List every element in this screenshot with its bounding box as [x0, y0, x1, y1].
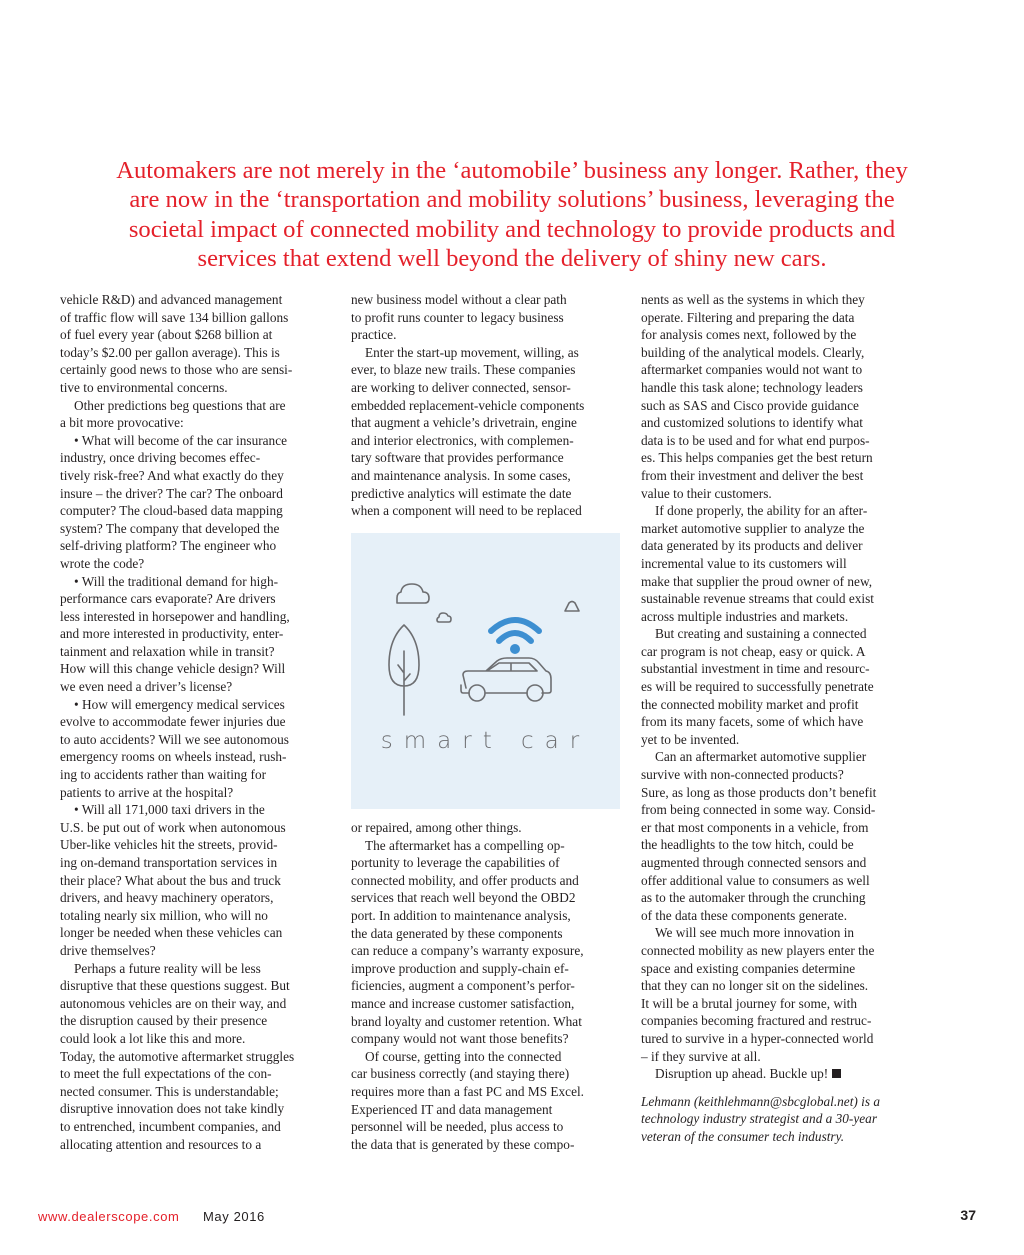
text-line: less interested in horsepower and handling, — [60, 608, 290, 624]
text-line: the connected mobility market and profit — [641, 696, 859, 712]
text-line: ficiencies, augment a component’s perfor- — [351, 978, 575, 994]
text-line: space and existing companies determine — [641, 960, 856, 976]
text-line: connected mobility as new players enter the — [641, 942, 875, 958]
text-line: improve production and supply-chain ef- — [351, 960, 569, 976]
text-line: services that reach well beyond the OBD2 — [351, 890, 576, 906]
text-line: data is to be used and for what end purpos- — [641, 432, 870, 448]
text-line: Experienced IT and data management — [351, 1101, 553, 1117]
column-3 — [641, 291, 917, 1146]
text-line: tured to survive in a hyper-connected world — [641, 1030, 874, 1046]
text-line: their place? What about the bus and truck — [60, 872, 281, 888]
text-line: tary software that provides performance — [351, 450, 564, 466]
end-mark-icon — [832, 1069, 841, 1078]
text-line: system? The company that developed the — [60, 520, 280, 536]
text-line: of the data these components generate. — [641, 907, 848, 923]
text-line: Uber-like vehicles hit the streets, provid- — [60, 837, 278, 853]
byline-line: technology industry strategist and a 30-year — [641, 1111, 877, 1127]
text-line: for analysis comes next, followed by the — [641, 327, 857, 343]
text-line: allocating attention and resources to a — [60, 1136, 262, 1152]
text-line: from being connected in some way. Consid- — [641, 802, 876, 818]
text-line: requires more than a fast PC and MS Excel. — [351, 1083, 585, 1099]
text-line: substantial investment in time and resourc- — [641, 661, 870, 677]
byline-line: Lehmann (keithlehmann@sbcglobal.net) is a — [641, 1093, 880, 1109]
text-line: and interior electronics, with complemen- — [351, 432, 574, 448]
text-line: How will this change vehicle design? Will — [60, 661, 286, 677]
text-line: car business correctly (and staying there) — [351, 1066, 570, 1082]
text-line: of traffic flow will save 134 billion gallons — [60, 309, 289, 325]
text-line: brand loyalty and customer retention. What — [351, 1013, 582, 1029]
text-line: as to the automaker through the crunching — [641, 890, 866, 906]
text-line: disruptive that these questions suggest. But — [60, 978, 290, 994]
text-line: or repaired, among other things. — [351, 820, 522, 835]
text-line: augmented through connected sensors and — [641, 855, 867, 870]
column-2-top — [351, 291, 627, 520]
text-line: longer be needed when these vehicles can — [60, 925, 283, 941]
text-line: such as SAS and Cisco provide guidance — [641, 397, 859, 413]
text-line: to meet the full expectations of the con- — [60, 1066, 272, 1082]
text-line: • What will become of the car insurance — [74, 432, 288, 448]
author-byline — [641, 1093, 917, 1146]
text-line: and maintenance analysis. In some cases, — [351, 467, 571, 483]
text-line: totaling nearly six million, who will no — [60, 907, 268, 923]
text-line: company would not want those benefits? — [351, 1031, 569, 1047]
text-line: the headlights to the tow hitch, could be — [641, 837, 854, 853]
text-line: Enter the start-up movement, willing, as — [365, 344, 579, 360]
tree-trunk — [398, 651, 410, 715]
text-line: industry, once driving becomes effec- — [60, 450, 261, 466]
smart-car-drawing — [351, 533, 620, 809]
text-line: ing on-demand transportation services in — [60, 855, 278, 870]
text-line: port. In addition to maintenance analysis, — [351, 907, 571, 923]
text-line: tively risk-free? And what exactly do they — [60, 467, 284, 483]
text-line: er that most components in a vehicle, from — [641, 819, 869, 835]
text-line: yet to be invented. — [641, 731, 740, 747]
text-line: ing to accidents rather than waiting for — [60, 767, 267, 783]
text-line: Perhaps a future reality will be less — [74, 960, 261, 976]
text-line: embedded replacement-vehicle components — [351, 397, 585, 413]
text-line: sustainable revenue streams that could exist — [641, 591, 874, 607]
text-line: Of course, getting into the connected — [365, 1048, 562, 1064]
text-line: es. This helps companies get the best return — [641, 450, 873, 466]
text-line: patients to arrive at the hospital? — [60, 784, 234, 800]
text-line: • How will emergency medical services — [74, 696, 285, 712]
text-line: of fuel every year (about $268 billion at — [60, 327, 273, 343]
text-line: Other predictions beg questions that are — [74, 397, 286, 413]
text-line: to profit runs counter to legacy business — [351, 309, 564, 325]
text-line: mance and increase customer satisfaction, — [351, 995, 575, 1011]
text-line: Can an aftermarket automotive supplier — [655, 749, 867, 765]
text-line: data generated by its products and deliver — [641, 538, 863, 554]
text-line: could look a lot like this and more. — [60, 1030, 246, 1046]
text-line: to auto accidents? Will we see autonomous — [60, 731, 289, 747]
text-line: Sure, as long as those products don’t benefit — [641, 784, 877, 800]
byline-line: veteran of the consumer tech industry. — [641, 1128, 845, 1144]
cloud-small-icon — [437, 613, 451, 622]
text-line: that they can no longer sit on the sidelines. — [641, 978, 869, 994]
column-2-bottom — [351, 819, 627, 1153]
text-line: vehicle R&D) and advanced management — [60, 292, 283, 307]
text-line: insure – the driver? The car? The onboard — [60, 485, 283, 501]
text-line: from its many facets, some of which have — [641, 714, 864, 730]
text-line: today’s $2.00 per gallon average). This is — [60, 344, 280, 360]
text-line: offer additional value to consumers as well — [641, 872, 870, 888]
text-line: computer? The cloud-based data mapping — [60, 503, 283, 519]
page-number: 37 — [960, 1207, 976, 1223]
text-line: market automotive supplier to analyze the — [641, 520, 865, 536]
pull-quote-line: societal impact of connected mobility and technology to provide products and — [128, 215, 896, 243]
wheel-right — [527, 685, 543, 701]
text-line: emergency rooms on wheels instead, rush- — [60, 749, 287, 765]
text-line: connected mobility, and offer products and — [351, 872, 579, 888]
text-line: are working to deliver connected, sensor- — [351, 379, 571, 395]
text-line: handle this task alone; technology leaders — [641, 379, 863, 395]
text-line: make that supplier the proud owner of new, — [641, 573, 873, 589]
text-line: we even need a driver’s license? — [60, 679, 233, 695]
text-line: across multiple industries and markets. — [641, 608, 849, 624]
text-line: Disruption up ahead. Buckle up! — [641, 1065, 917, 1083]
text-line: when a component will need to be replaced — [351, 503, 582, 519]
text-line: If done properly, the ability for an after- — [655, 503, 868, 519]
text-line: Today, the automotive aftermarket struggles — [60, 1048, 295, 1064]
text-line: drive themselves? — [60, 942, 156, 958]
text-line: new business model without a clear path — [351, 292, 567, 307]
text-line: We will see much more innovation in — [655, 925, 855, 941]
text-line: evolve to accommodate fewer injuries due — [60, 714, 286, 730]
text-line: practice. — [351, 327, 397, 343]
cloud-icon — [397, 584, 429, 603]
text-line: es will be required to successfully penetrate — [641, 679, 874, 695]
text-line: drivers, and heavy machinery operators, — [60, 890, 274, 906]
cloud-tiny-icon — [565, 602, 579, 612]
text-line: autonomous vehicles are on their way, and — [60, 995, 287, 1011]
text-line: But creating and sustaining a connected — [655, 626, 867, 642]
text-line: that augment a vehicle’s drivetrain, engine — [351, 415, 577, 431]
pull-quote-line: are now in the ‘transportation and mobility solutions’ business, leveraging the — [129, 186, 895, 214]
text-line: the data generated by these components — [351, 925, 563, 941]
text-line: ever, to blaze new trails. These companies — [351, 362, 576, 378]
smart-car-illustration — [351, 533, 620, 809]
text-line: It will be a brutal journey for some, with — [641, 995, 858, 1011]
figure-caption: smart car — [380, 728, 591, 754]
text-line: the disruption caused by their presence — [60, 1013, 268, 1029]
text-line: disruptive innovation does not take kindly — [60, 1101, 285, 1117]
text-line: U.S. be put out of work when autonomous — [60, 819, 286, 835]
text-line: aftermarket companies would not want to — [641, 362, 863, 378]
text-line: car program is not cheap, easy or quick. A — [641, 643, 866, 659]
pull-quote — [40, 156, 984, 274]
text-line: certainly good news to those who are sensi- — [60, 362, 293, 378]
text-line: and customized solutions to identify what — [641, 415, 863, 431]
wifi-icon — [491, 620, 539, 654]
text-line: The aftermarket has a compelling op- — [365, 837, 565, 853]
text-line: from their investment and deliver the best — [641, 467, 864, 483]
text-line: and more interested in productivity, enter- — [60, 626, 284, 642]
column-1 — [60, 291, 336, 1153]
text-line: value to their customers. — [641, 485, 772, 501]
text-line: to entrenched, incumbent companies, and — [60, 1118, 281, 1134]
text-line: wrote the code? — [60, 555, 145, 571]
text-line: • Will the traditional demand for high- — [74, 573, 279, 589]
wheel-left — [469, 685, 485, 701]
text-line: a bit more provocative: — [60, 415, 184, 431]
footer-website: www.dealerscope.com — [38, 1209, 180, 1224]
text-line: personnel will be needed, plus access to — [351, 1119, 564, 1135]
text-line: • Will all 171,000 taxi drivers in the — [74, 802, 265, 818]
text-line: incremental value to its customers will — [641, 555, 847, 571]
text-line: the data that is generated by these compo- — [351, 1136, 575, 1152]
text-line: – if they survive at all. — [641, 1048, 761, 1064]
text-line: predictive analytics will estimate the date — [351, 485, 572, 501]
text-line: operate. Filtering and preparing the data — [641, 309, 855, 325]
text-line: nents as well as the systems in which they — [641, 292, 865, 307]
text-line: performance cars evaporate? Are drivers — [60, 591, 276, 607]
text-line: tive to environmental concerns. — [60, 379, 228, 395]
text-line: building of the analytical models. Clearly, — [641, 344, 865, 360]
text-line: survive with non-connected products? — [641, 767, 844, 783]
text-line: companies becoming fractured and restruc- — [641, 1013, 872, 1029]
text-line: can reduce a company’s warranty exposure, — [351, 943, 584, 959]
text-line: self-driving platform? The engineer who — [60, 538, 277, 554]
text-line: tainment and relaxation while in transit? — [60, 643, 275, 659]
pull-quote-line: services that extend well beyond the delivery of shiny new cars. — [197, 245, 827, 273]
text-line: portunity to leverage the capabilities of — [351, 855, 560, 871]
text-line: nected consumer. This is understandable; — [60, 1083, 279, 1099]
pull-quote-line: Automakers are not merely in the ‘automobile’ business any longer. Rather, they — [116, 157, 908, 184]
footer-issue-date: May 2016 — [203, 1209, 265, 1224]
